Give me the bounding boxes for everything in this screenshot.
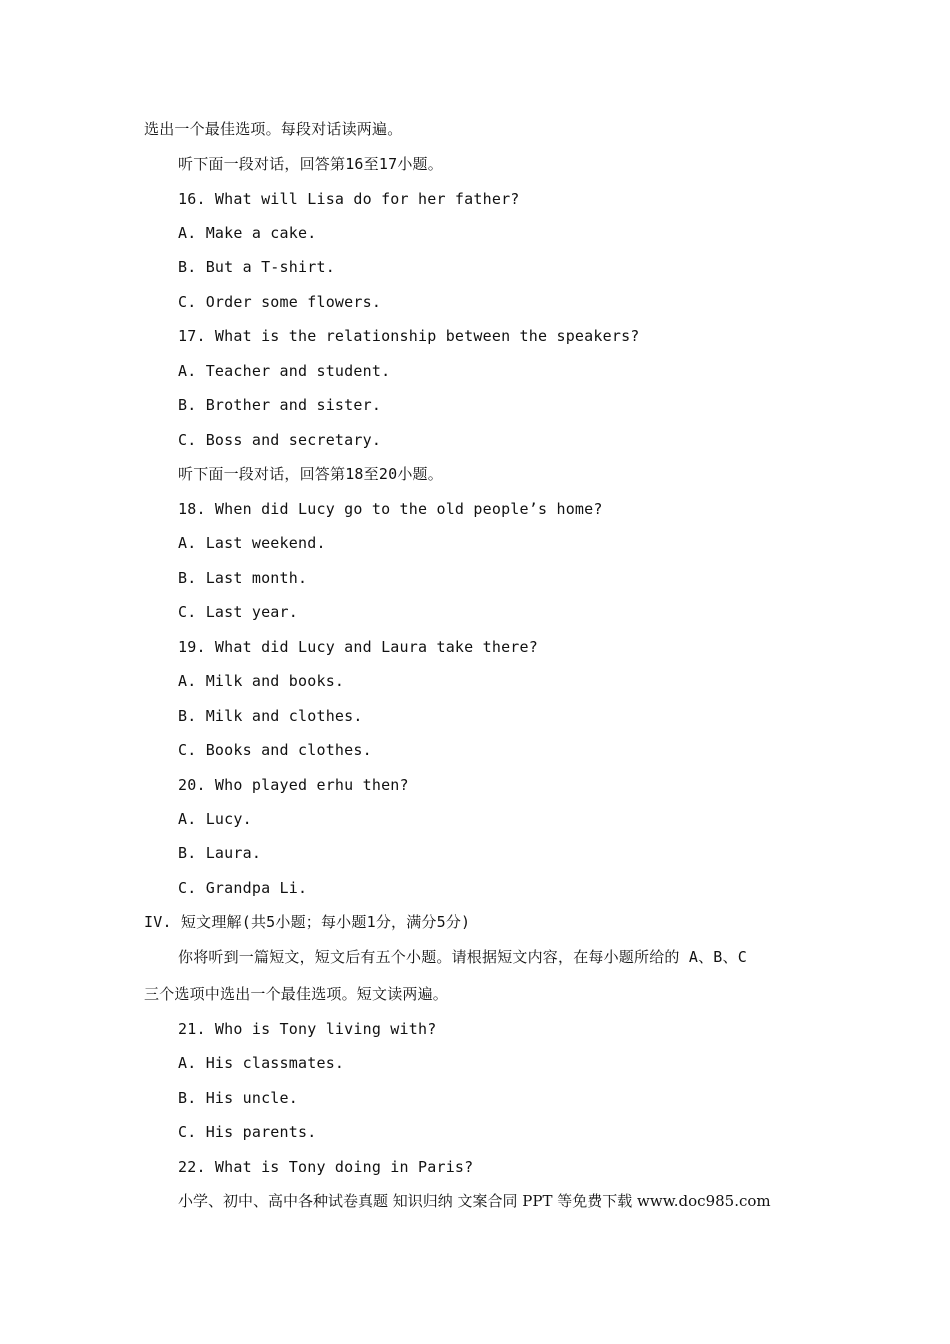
- option-18a: A. Last weekend.: [178, 534, 326, 552]
- section-iv-instruction: 你将听到一篇短文，短文后有五个小题。请根据短文内容，在每小题所给的 A、B、C: [178, 948, 747, 966]
- option-18b: B. Last month.: [178, 569, 308, 587]
- question-21: 21. Who is Tony living with?: [178, 1020, 437, 1038]
- question-16: 16. What will Lisa do for her father?: [178, 190, 520, 208]
- option-19a: A. Milk and books.: [178, 672, 345, 690]
- option-16a: A. Make a cake.: [178, 224, 317, 242]
- question-22: 22. What is Tony doing in Paris?: [178, 1158, 474, 1176]
- option-20b: B. Laura.: [178, 844, 262, 862]
- option-19b: B. Milk and clothes.: [178, 707, 363, 725]
- question-19: 19. What did Lucy and Laura take there?: [178, 638, 538, 656]
- option-21c: C. His parents.: [178, 1123, 317, 1141]
- section-iv-heading: IV. 短文理解(共5小题；每小题1分，满分5分): [144, 913, 471, 931]
- dialogue-intro-16-17: 听下面一段对话，回答第16至17小题。: [178, 155, 443, 173]
- option-20c: C. Grandpa Li.: [178, 879, 308, 897]
- option-16c: C. Order some flowers.: [178, 293, 382, 311]
- option-20a: A. Lucy.: [178, 810, 252, 828]
- section-iv-instruction-continued: 三个选项中选出一个最佳选项。短文读两遍。: [144, 985, 449, 1003]
- footer-watermark: 小学、初中、高中各种试卷真题 知识归纳 文案合同 PPT 等免费下载 www.doc985.com: [178, 1192, 771, 1210]
- option-17b: B. Brother and sister.: [178, 396, 382, 414]
- question-17: 17. What is the relationship between the speakers?: [178, 327, 640, 345]
- option-17c: C. Boss and secretary.: [178, 431, 382, 449]
- option-18c: C. Last year.: [178, 603, 298, 621]
- question-20: 20. Who played erhu then?: [178, 776, 409, 794]
- instruction-continued: 选出一个最佳选项。每段对话读两遍。: [144, 120, 403, 138]
- option-17a: A. Teacher and student.: [178, 362, 391, 380]
- option-19c: C. Books and clothes.: [178, 741, 372, 759]
- option-21b: B. His uncle.: [178, 1089, 298, 1107]
- dialogue-intro-18-20: 听下面一段对话，回答第18至20小题。: [178, 465, 443, 483]
- option-16b: B. But a T-shirt.: [178, 258, 335, 276]
- question-18: 18. When did Lucy go to the old people’s home?: [178, 500, 603, 518]
- option-21a: A. His classmates.: [178, 1054, 345, 1072]
